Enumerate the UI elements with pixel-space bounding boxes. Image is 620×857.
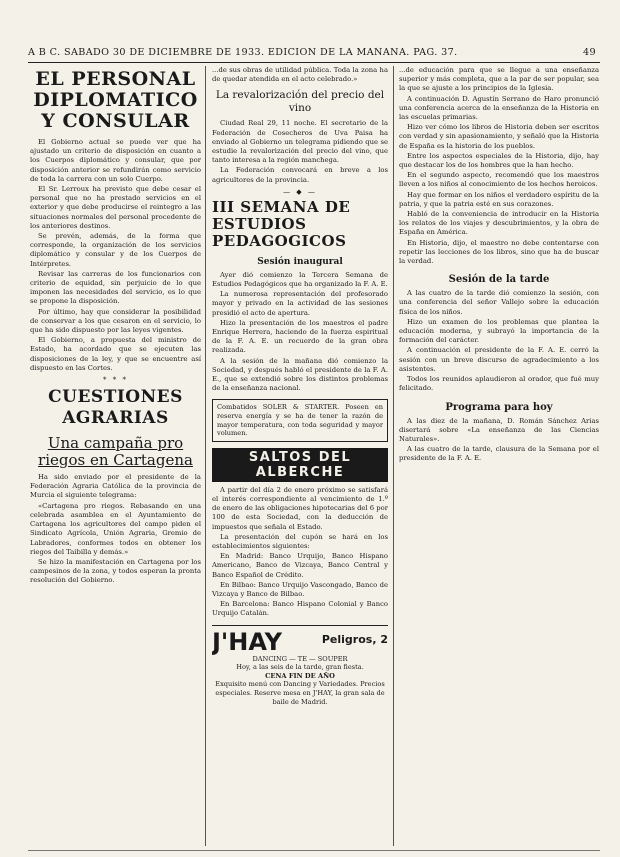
paragraph: «Cartagena pro riegos. Rebasando en una celebrada asamblea en el Ayuntamiento de Cartagena los agricultores del campo piden el Sindicato Agrícola, Unión Agraria, Gremio de Labradores, conformes todos en obtener los riegos del Taibilla y demás.» (30, 501, 201, 556)
paragraph: Ayer dió comienzo la Tercera Semana de Estudios Pedagógicos que ha organizado la F. A. E. (212, 270, 388, 289)
column-3 (399, 66, 599, 846)
paragraph: En Historia, dijo, el maestro no debe contentarse con repetir las lecciones de los libros, sino que ha de buscar la verdad. (399, 238, 599, 266)
paragraph: A las diez de la mañana, D. Román Sánchez Arias disertará sobre «La enseñanza de las Ciencias Naturales». (399, 416, 599, 443)
jhay-line: Exquisito menú con Dancing y Variedades. Precios especiales. Reserve mesa en J'HAY, la gran sala de baile de Madrid. (215, 680, 385, 706)
paragraph: ...de educación para que se llegue a una enseñanza superior y más completa, que a la par de ser popular, sea la que se ajuste a los principios de la Iglesia. (399, 66, 599, 93)
paragraph: Hizo ver cómo los libros de Historia deben ser escritos con verdad y sin apasionamiento, y señaló que la Historia de España es la historia de los pueblos. (399, 123, 599, 150)
paragraph: A continuación el presidente de la F. A. E. cerró la sesión con un breve discurso de agradecimiento a los asistentes. (399, 346, 599, 373)
column-rule-2 (393, 66, 394, 846)
article-subtitle-sesion: Sesión inaugural (257, 256, 343, 267)
article-subtitle-riegos: Una campaña pro riegos en Cartagena (38, 434, 193, 470)
paragraph: ...de sus obras de utilidad pública. Toda la zona ha de quedar atendida en el acto celebrado.» (212, 66, 388, 84)
article-title-vino: La revalorización del precio del vino (215, 89, 385, 115)
paragraph: A la sesión de la mañana dió comienzo la Sociedad, y después habló el presidente de la F. A. E., que se extendió sobre los distintos problemas de la enseñanza nacional. (212, 356, 388, 393)
paragraph: El Sr. Lerroux ha previsto que debe cesar el personal que no ha prestado servicios en el exterior y que debe producirse el reintegro a las situaciones normales del personal procedente de los anteriores destinos. (30, 185, 201, 230)
article-title-diplomatico: EL PERSONAL DIPLOMATICO Y CONSULAR (33, 68, 198, 132)
section-divider: — ◆ — (283, 187, 317, 196)
column-2 (212, 66, 388, 846)
article-title-semana: III SEMANA DE ESTUDIOS PEDAGOGICOS (212, 197, 351, 250)
paragraph: Se prevén, además, de la forma que corresponde, la organización de los servicios diplomático y consular y de los Cuerpos de Intérpretes. (30, 232, 201, 268)
paragraph: Ciudad Real 29, 11 noche. El secretario de la Federación de Cosecheros de Uva Paisa ha enviado al Gobierno un telegrama pidiendo que se estudie la revalorización del precio del vino, que tanto interesa a la región manchega. (212, 119, 388, 165)
paragraph: La presentación del cupón se hará en los establecimientos siguientes: (212, 532, 388, 551)
paragraph: En el segundo aspecto, recomendó que los maestros lleven a los niños al conocimiento de los hechos heroicos. (399, 171, 599, 189)
page-header (28, 47, 600, 61)
paragraph: A partir del día 2 de enero próximo se satisfará el interés correspondiente al vencimiento de 1.º de enero de las obligaciones hipotecarias del 6 por 100 de esta Sociedad, con la deducción de impuestos que señala el Estado. (212, 485, 388, 531)
paragraph: A continuación D. Agustín Serrano de Haro pronunció una conferencia acerca de la enseñanza de la Historia en las escuelas primarias. (399, 94, 599, 122)
header-line: A B C. SABADO 30 DE DICIEMBRE DE 1933. EDICION DE LA MAÑANA. PAG. 37. (28, 47, 458, 58)
paragraph: El Gobierno actual se puede ver que ha ajustado un criterio de disposición en cuanto a los Cuerpos diplomático y consular, que por disposición anterior se refundirán como servicio de toda la carrera con un solo Cuerpo. (30, 138, 201, 183)
paragraph: Se hizo la manifestación en Cartagena por los campesinos de la zona, y todos esperan la pronta resolución del Gobierno. (30, 557, 201, 585)
paragraph: Ha sido enviado por el presidente de la Federación Agraria Católica de la provincia de Murcia el siguiente telegrama: (30, 473, 201, 500)
section-divider: * * * (103, 376, 128, 385)
jhay-line: DANCING — TE — SOUPER (252, 654, 348, 663)
paragraph: En Barcelona: Banco Hispano Colonial y Banco Urquijo Catalán. (212, 600, 388, 618)
paragraph: En Madrid: Banco Urquijo, Banco Hispano Americano, Banco de Vizcaya, Banco Central y Banco Español de Crédito. (212, 552, 388, 579)
column-rule-1 (205, 66, 206, 846)
saltos-alberche-title: SALTOS DEL ALBERCHE (212, 448, 388, 482)
paragraph: La numerosa representación del profesorado mayor y privado en la actividad de las sesiones presidió el acto de apertura. (212, 290, 388, 317)
paragraph: Revisar las carreras de los funcionarios con criterio de equidad, sin perjuicio de lo que imponen las necesidades del servicio, es lo que se propone la disposición. (30, 269, 201, 306)
page-mark: 49 (582, 47, 596, 58)
paragraph: Todos los reunidos aplaudieron al orador, que fué muy felicitado. (399, 375, 599, 393)
paragraph: Habló de la conveniencia de introducir en la Historia los relatos de los viajes y descubrimientos, y la obra de España en América. (399, 210, 599, 237)
paragraph: Hizo un examen de los problemas que plantea la educación moderna, y subrayó la importancia de la formación del carácter. (399, 317, 599, 345)
article-subtitle-programa: Programa para hoy (445, 401, 553, 413)
jhay-line: Hoy, a las seis de la tarde, gran fiesta. (236, 663, 364, 672)
advertisement-soler: Combatidos SOLER & STARTER. Poseen en reserva energía y se ha de tener la razón de mayor temperatura, con toda seguridad y mayor volumen. (212, 399, 388, 441)
jhay-logo: J'HAY (212, 627, 283, 656)
jhay-line: CENA FIN DE AÑO (265, 671, 335, 680)
paragraph: El Gobierno, a propuesta del ministro de Estado, ha acordado que se ejecuten las disposiciones de la ley, y que se encuentre así dispuesto en las Cortes. (30, 336, 201, 372)
article-subtitle-tarde: Sesión de la tarde (448, 274, 550, 286)
paragraph: Hay que formar en los niños el verdadero espíritu de la patria, y que la patria esté en sus corazones. (399, 190, 599, 208)
jhay-address: Peligros, 2 (321, 632, 388, 646)
paragraph: Hizo la presentación de los maestros el padre Enrique Herrera, haciendo de la fuerza espiritual de la F. A. E. un recuerdo de la gran obra realizada. (212, 318, 388, 355)
paragraph: Por último, hay que considerar la posibilidad de conservar a los que cesaron en el servicio, lo que ha sido dispuesto por las leyes vigentes. (30, 307, 201, 335)
advertisement-jhay (212, 625, 388, 707)
paragraph: A las cuatro de la tarde, clausura de la Semana por el presidente de la F. A. E. (399, 445, 599, 463)
paragraph: La Federación convocará en breve a los agricultores de la provincia. (212, 166, 388, 184)
article-title-agrarias: CUESTIONES AGRARIAS (48, 387, 183, 429)
header-rule (28, 62, 600, 63)
paragraph: En Bilbao: Banco Urquijo Vascongado, Banco de Vizcaya y Banco de Bilbao. (212, 580, 388, 599)
bottom-rule (28, 850, 600, 851)
column-1 (30, 66, 201, 846)
paragraph: Entre los aspectos especiales de la Historia, dijo, hay que destacar los de los hombres que la han hecho. (399, 151, 599, 170)
paragraph: A las cuatro de la tarde dió comienzo la sesión, con una conferencia del señor Vallejo sobre la educación física de los niños. (399, 289, 599, 316)
